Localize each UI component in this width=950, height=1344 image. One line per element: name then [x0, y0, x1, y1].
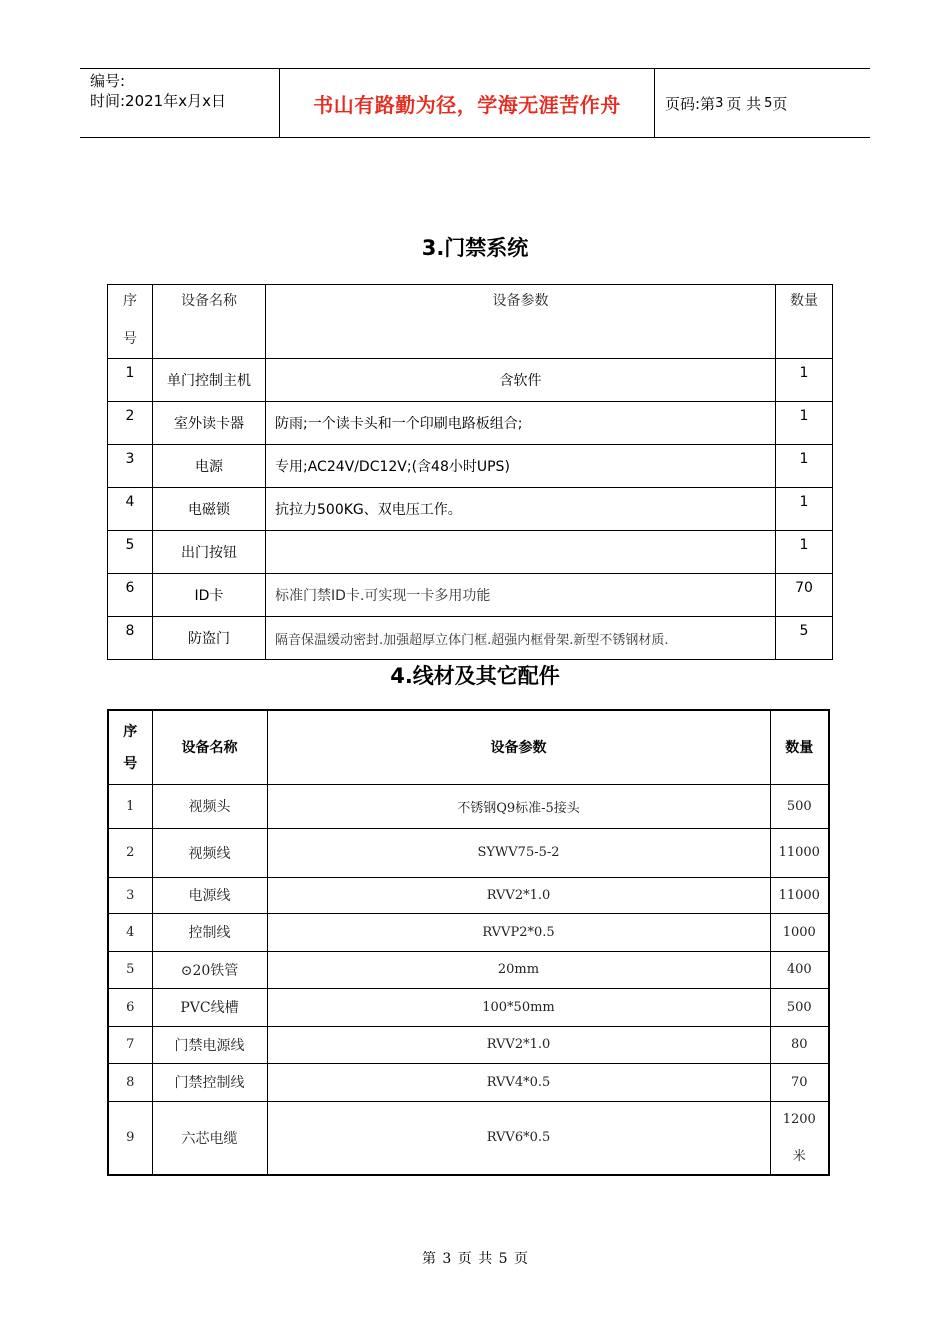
cell-seq: 8: [108, 1063, 152, 1101]
header-motto: 书山有路勤为径，学海无涯苦作舟: [280, 69, 655, 137]
cell-name: 出门按钮: [153, 531, 266, 574]
table-row: [108, 359, 833, 402]
table-row: [108, 531, 833, 574]
table-row: [108, 784, 829, 828]
page-mid: 页 共: [726, 94, 762, 113]
cell-name: 门禁控制线: [152, 1063, 267, 1101]
col-qty-header: 数量: [770, 710, 829, 784]
cell-qty: 1: [776, 531, 833, 574]
page-total: 5: [764, 95, 773, 111]
cell-qty: 1: [776, 402, 833, 445]
cell-name: ⊙20铁管: [152, 951, 267, 988]
table-row: [108, 1063, 829, 1101]
cell-seq: 4: [108, 488, 153, 531]
cell-name: 视频线: [152, 828, 267, 877]
cell-seq: 3: [108, 877, 152, 913]
cell-seq: 1: [108, 359, 153, 402]
section-4-title: 4.线材及其它配件: [390, 664, 560, 688]
cell-seq: 6: [108, 574, 153, 617]
table-row: [108, 488, 833, 531]
page-prefix: 页码:第: [665, 94, 716, 113]
cell-name: 六芯电缆: [152, 1101, 267, 1175]
page-current: 3: [715, 95, 724, 111]
cell-name: 室外读卡器: [153, 402, 266, 445]
cell-seq: 1: [108, 784, 152, 828]
section-3-title: 3.门禁系统: [421, 236, 529, 260]
cell-name: 门禁电源线: [152, 1026, 267, 1063]
cell-params: 抗拉力500KG、双电压工作。: [266, 488, 776, 531]
cell-params: RVV6*0.5: [267, 1101, 770, 1175]
cell-params: RVVP2*0.5: [267, 913, 770, 951]
cell-params: 不锈钢Q9标准-5接头: [267, 784, 770, 828]
table-row: [108, 1026, 829, 1063]
qty-value: 1200: [782, 1111, 816, 1127]
cell-params: 100*50mm: [267, 988, 770, 1026]
cell-seq: 7: [108, 1026, 152, 1063]
cell-name: PVC线槽: [152, 988, 267, 1026]
cell-params: [266, 531, 776, 574]
cell-seq: 3: [108, 445, 153, 488]
cell-name: 单门控制主机: [153, 359, 266, 402]
cell-name: 防盗门: [153, 617, 266, 660]
cell-params: RVV2*1.0: [267, 877, 770, 913]
cell-name: 电源: [153, 445, 266, 488]
cell-seq: 8: [108, 617, 153, 660]
table-row: [108, 1101, 829, 1175]
cell-qty: 500: [770, 988, 829, 1026]
table-row: [108, 445, 833, 488]
cell-seq: 2: [108, 402, 153, 445]
cell-qty: 1: [776, 488, 833, 531]
cell-name: 视频头: [152, 784, 267, 828]
table-row: [108, 402, 833, 445]
table-row: [108, 913, 829, 951]
table-row: [108, 617, 833, 660]
cell-qty: 70: [776, 574, 833, 617]
table-row: [108, 574, 833, 617]
cell-qty: 400: [770, 951, 829, 988]
page-header: [80, 68, 870, 138]
cell-seq: 2: [108, 828, 152, 877]
cell-qty: 1: [776, 445, 833, 488]
cell-qty: 1000: [770, 913, 829, 951]
col-seq-header: 序 号: [108, 285, 153, 359]
cell-qty: 70: [770, 1063, 829, 1101]
table-row: [108, 828, 829, 877]
cell-params: 标准门禁ID卡.可实现一卡多用功能: [266, 574, 776, 617]
cell-params: 20mm: [267, 951, 770, 988]
cell-name: 电源线: [152, 877, 267, 913]
cell-seq: 5: [108, 531, 153, 574]
cell-params: 专用;AC24V/DC12V;(含48小时UPS): [266, 445, 776, 488]
table-row: [108, 877, 829, 913]
cell-seq: 9: [108, 1101, 152, 1175]
access-control-table: [107, 284, 833, 660]
table-row: [108, 988, 829, 1026]
cell-params: 防雨;一个读卡头和一个印刷电路板组合;: [266, 402, 776, 445]
qty-unit: 米: [792, 1148, 806, 1164]
cell-qty: 5: [776, 617, 833, 660]
doc-time-label: 时间:2021年x月x日: [90, 92, 226, 110]
cell-name: ID卡: [153, 574, 266, 617]
table-row: [108, 951, 829, 988]
col-name-header: 设备名称: [153, 285, 266, 359]
cables-accessories-table: [107, 709, 830, 1176]
col-name-header: 设备名称: [152, 710, 267, 784]
cell-params: SYWV75-5-2: [267, 828, 770, 877]
cell-params: RVV4*0.5: [267, 1063, 770, 1101]
col-qty-header: 数量: [776, 285, 833, 359]
cell-qty: 80: [770, 1026, 829, 1063]
col-params-header: 设备参数: [266, 285, 776, 359]
cell-qty: 11000: [770, 828, 829, 877]
cell-params: RVV2*1.0: [267, 1026, 770, 1063]
page-footer: 第 3 页 共 5 页: [421, 1251, 529, 1267]
cell-seq: 6: [108, 988, 152, 1026]
header-meta: [80, 69, 280, 137]
cell-qty: 500: [770, 784, 829, 828]
table-header-row: [108, 710, 829, 784]
page-suffix: 页: [772, 94, 788, 113]
col-seq-header: 序 号: [108, 710, 152, 784]
cell-qty: 1: [776, 359, 833, 402]
cell-seq: 5: [108, 951, 152, 988]
header-page-info: [655, 69, 870, 137]
cell-seq: 4: [108, 913, 152, 951]
cell-qty: 11000: [770, 877, 829, 913]
cell-params: 含软件: [266, 359, 776, 402]
cell-name: 电磁锁: [153, 488, 266, 531]
col-params-header: 设备参数: [267, 710, 770, 784]
cell-params: 隔音保温缓动密封.加强超厚立体门框.超强内框骨架.新型不锈钢材质.: [266, 617, 776, 660]
cell-name: 控制线: [152, 913, 267, 951]
cell-qty: [770, 1101, 829, 1175]
doc-number-label: 编号:: [90, 72, 126, 90]
table-header-row: [108, 285, 833, 359]
